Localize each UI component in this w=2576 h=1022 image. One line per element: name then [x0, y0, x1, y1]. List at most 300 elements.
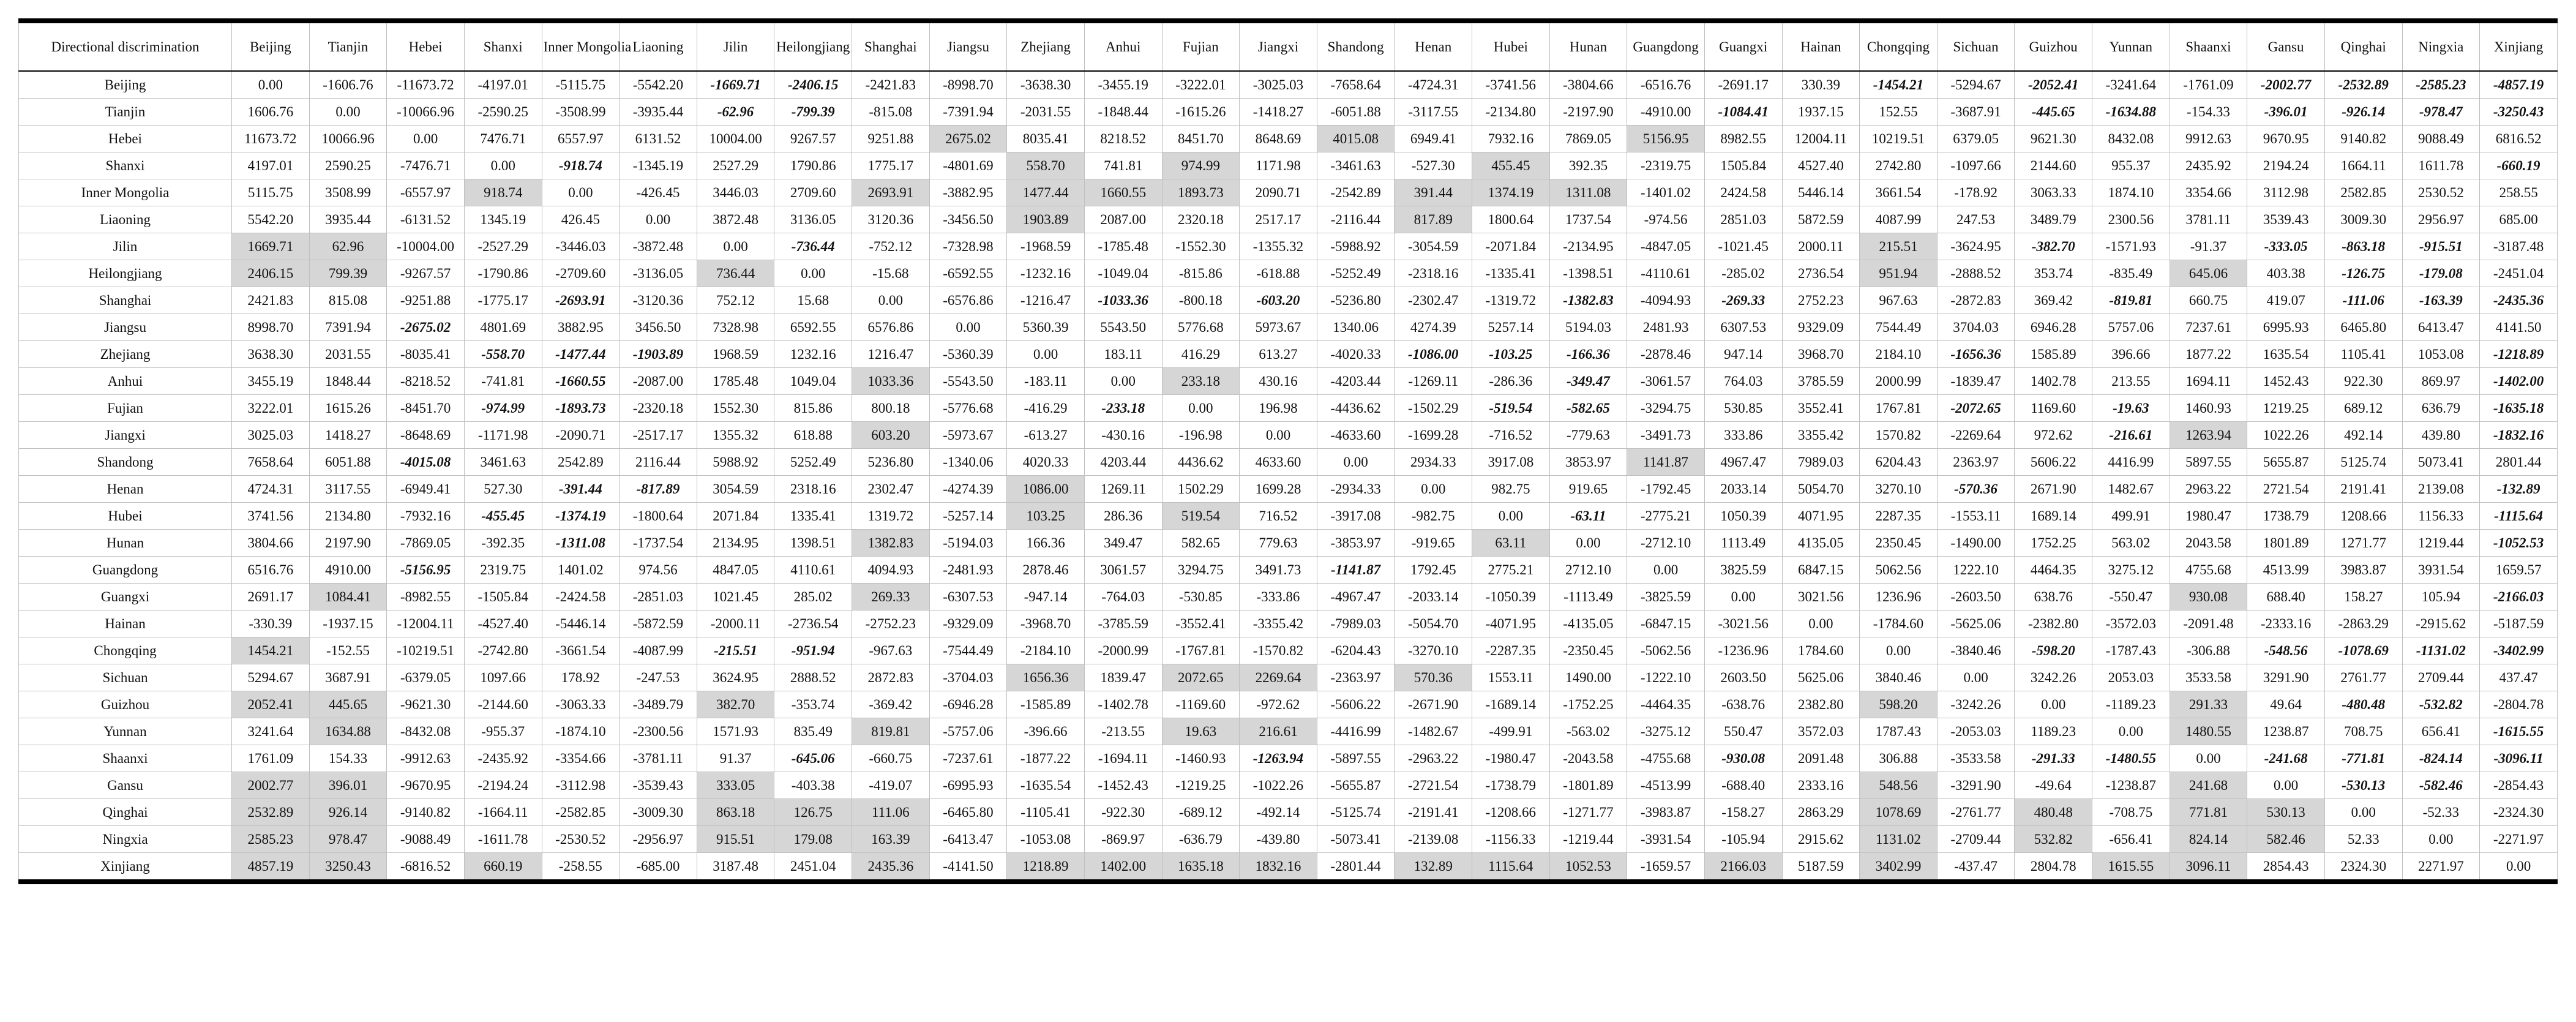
table-cell: 1238.87: [2247, 718, 2325, 745]
table-cell: -6995.93: [929, 772, 1007, 799]
table-cell: 3935.44: [309, 206, 387, 233]
table-cell: -1552.30: [1162, 233, 1240, 260]
table-cell: -4857.19: [2480, 71, 2558, 99]
column-header: Fujian: [1162, 21, 1240, 71]
table-cell: -19.63: [2092, 395, 2170, 422]
table-cell: 863.18: [697, 799, 774, 826]
table-cell: -183.11: [1007, 368, 1085, 395]
table-cell: -1502.29: [1395, 395, 1472, 422]
table-cell: 103.25: [1007, 503, 1085, 530]
table-cell: 4910.00: [309, 557, 387, 584]
table-cell: -8451.70: [387, 395, 465, 422]
table-cell: -1033.36: [1084, 287, 1162, 314]
table-row: [19, 395, 2558, 422]
table-cell: 4527.40: [1782, 152, 1860, 179]
table-cell: -1222.10: [1627, 664, 1705, 691]
table-cell: -3136.05: [620, 260, 697, 287]
table-cell: 3968.70: [1782, 341, 1860, 368]
table-cell: -835.49: [2092, 260, 2170, 287]
table-cell: 1699.28: [1240, 476, 1317, 503]
table-cell: -2000.99: [1084, 637, 1162, 664]
table-cell: 972.62: [2015, 422, 2092, 449]
table-cell: -1238.87: [2092, 772, 2170, 799]
table-cell: -5757.06: [929, 718, 1007, 745]
table-cell: -2721.54: [1395, 772, 1472, 799]
table-cell: 492.14: [2324, 422, 2402, 449]
table-cell: -519.54: [1472, 395, 1550, 422]
table-cell: -4071.95: [1472, 611, 1550, 637]
table-cell: -660.19: [2480, 152, 2558, 179]
table-cell: -1219.25: [1162, 772, 1240, 799]
table-cell: 4087.99: [1860, 206, 1938, 233]
table-cell: 771.81: [2170, 799, 2247, 826]
table-cell: -1460.93: [1162, 745, 1240, 772]
table-cell: -6557.97: [387, 179, 465, 206]
table-cell: -419.07: [852, 772, 930, 799]
table-cell: -1785.48: [1084, 233, 1162, 260]
table-cell: -2709.60: [542, 260, 620, 287]
table-cell: 764.03: [1704, 368, 1782, 395]
table-cell: -1571.93: [2092, 233, 2170, 260]
table-cell: -3491.73: [1627, 422, 1705, 449]
table-row: [19, 799, 2558, 826]
table-cell: -5125.74: [1317, 799, 1395, 826]
table-cell: 2287.35: [1860, 503, 1938, 530]
table-cell: 1767.81: [1860, 395, 1938, 422]
table-cell: 1115.64: [1472, 853, 1550, 882]
table-cell: -2872.83: [1937, 287, 2015, 314]
table-cell: 0.00: [1162, 395, 1240, 422]
table-cell: -1738.79: [1472, 772, 1550, 799]
table-cell: 1219.44: [2402, 530, 2480, 557]
table-cell: 2585.23: [232, 826, 310, 853]
table-cell: -4135.05: [1549, 611, 1627, 637]
table-row: [19, 422, 2558, 449]
table-cell: 2318.16: [774, 476, 852, 503]
table-cell: 4847.05: [697, 557, 774, 584]
table-cell: 11673.72: [232, 126, 310, 152]
table-cell: 1141.87: [1627, 449, 1705, 476]
table-cell: 2675.02: [929, 126, 1007, 152]
table-cell: -930.08: [1704, 745, 1782, 772]
table-cell: 4015.08: [1317, 126, 1395, 152]
row-header: Heilongjiang: [19, 260, 232, 287]
table-cell: 6131.52: [620, 126, 697, 152]
table-cell: 3741.56: [232, 503, 310, 530]
table-cell: -3931.54: [1627, 826, 1705, 853]
table-cell: -392.35: [464, 530, 542, 557]
table-cell: 4110.61: [774, 557, 852, 584]
table-cell: 1761.09: [232, 745, 310, 772]
table-cell: -247.53: [620, 664, 697, 691]
table-cell: 3136.05: [774, 206, 852, 233]
table-cell: -1877.22: [1007, 745, 1085, 772]
row-header: Ningxia: [19, 826, 232, 853]
table-cell: 815.08: [309, 287, 387, 314]
table-cell: 3489.79: [2015, 206, 2092, 233]
table-cell: -2144.60: [464, 691, 542, 718]
table-cell: -2043.58: [1549, 745, 1627, 772]
table-cell: -1086.00: [1395, 341, 1472, 368]
column-header: Ningxia: [2402, 21, 2480, 71]
table-cell: -416.29: [1007, 395, 1085, 422]
table-cell: -2406.15: [774, 71, 852, 99]
table-cell: 10219.51: [1860, 126, 1938, 152]
table-cell: -233.18: [1084, 395, 1162, 422]
table-cell: 2712.10: [1549, 557, 1627, 584]
column-header: Jiangxi: [1240, 21, 1317, 71]
table-cell: 1345.19: [464, 206, 542, 233]
table-cell: 5872.59: [1782, 206, 1860, 233]
table-cell: -548.56: [2247, 637, 2325, 664]
table-cell: 3275.12: [2092, 557, 2170, 584]
table-cell: 291.33: [2170, 691, 2247, 718]
table-cell: -369.42: [852, 691, 930, 718]
table-cell: 638.76: [2015, 584, 2092, 611]
table-cell: 4197.01: [232, 152, 310, 179]
table-cell: 1232.16: [774, 341, 852, 368]
table-cell: -1052.53: [2480, 530, 2558, 557]
table-cell: 4071.95: [1782, 503, 1860, 530]
table-cell: 2000.11: [1782, 233, 1860, 260]
table-cell: 2481.93: [1627, 314, 1705, 341]
table-cell: 3508.99: [309, 179, 387, 206]
table-cell: 5294.67: [232, 664, 310, 691]
table-cell: -926.14: [2324, 99, 2402, 126]
table-cell: -105.94: [1704, 826, 1782, 853]
column-header: Hubei: [1472, 21, 1550, 71]
row-header: Yunnan: [19, 718, 232, 745]
table-cell: -771.81: [2324, 745, 2402, 772]
table-cell: 1052.53: [1549, 853, 1627, 882]
table-cell: -4527.40: [464, 611, 542, 637]
table-cell: -3275.12: [1627, 718, 1705, 745]
table-cell: 2801.44: [2480, 449, 2558, 476]
table-cell: 582.65: [1162, 530, 1240, 557]
table-cell: -716.52: [1472, 422, 1550, 449]
table-cell: 1606.76: [232, 99, 310, 126]
table-cell: -3063.33: [542, 691, 620, 718]
table-cell: 10004.00: [697, 126, 774, 152]
table-cell: 1839.47: [1084, 664, 1162, 691]
table-cell: -1401.02: [1627, 179, 1705, 206]
table-cell: 2527.29: [697, 152, 774, 179]
table-cell: 1340.06: [1317, 314, 1395, 341]
table-cell: -2582.85: [542, 799, 620, 826]
table-cell: -7544.49: [929, 637, 1007, 664]
table-cell: 3355.42: [1782, 422, 1860, 449]
row-header: Jiangxi: [19, 422, 232, 449]
column-header: Qinghai: [2324, 21, 2402, 71]
table-cell: -2956.97: [620, 826, 697, 853]
table-cell: -2435.36: [2480, 287, 2558, 314]
table-cell: 967.63: [1860, 287, 1938, 314]
table-cell: -4141.50: [929, 853, 1007, 882]
table-cell: -7237.61: [929, 745, 1007, 772]
table-cell: -6204.43: [1317, 637, 1395, 664]
table-cell: -736.44: [774, 233, 852, 260]
table-cell: 1482.67: [2092, 476, 2170, 503]
table-cell: -7989.03: [1317, 611, 1395, 637]
table-cell: -4274.39: [929, 476, 1007, 503]
table-cell: -8035.41: [387, 341, 465, 368]
table-cell: 3533.58: [2170, 664, 2247, 691]
table-cell: 9621.30: [2015, 126, 2092, 152]
table-cell: 3222.01: [232, 395, 310, 422]
table-cell: 2532.89: [232, 799, 310, 826]
table-cell: -570.36: [1937, 476, 2015, 503]
table-cell: -1049.04: [1084, 260, 1162, 287]
column-header: Inner Mongolia: [542, 21, 620, 71]
table-cell: -4801.69: [929, 152, 1007, 179]
table-cell: 105.94: [2402, 584, 2480, 611]
table-cell: -166.36: [1549, 341, 1627, 368]
table-cell: 4135.05: [1782, 530, 1860, 557]
table-cell: -5988.92: [1317, 233, 1395, 260]
table-cell: -582.46: [2402, 772, 2480, 799]
table-cell: 2435.36: [852, 853, 930, 882]
table-cell: 613.27: [1240, 341, 1317, 368]
table-cell: 1552.30: [697, 395, 774, 422]
table-cell: 2053.03: [2092, 664, 2170, 691]
table-cell: 0.00: [620, 206, 697, 233]
table-cell: -8648.69: [387, 422, 465, 449]
table-cell: 1785.48: [697, 368, 774, 395]
table-cell: -7869.05: [387, 530, 465, 557]
table-cell: 3009.30: [2324, 206, 2402, 233]
table-cell: 688.40: [2247, 584, 2325, 611]
table-cell: -9267.57: [387, 260, 465, 287]
table-cell: 3872.48: [697, 206, 774, 233]
table-cell: -2775.21: [1627, 503, 1705, 530]
table-cell: -2481.93: [929, 557, 1007, 584]
table-cell: -3061.57: [1627, 368, 1705, 395]
table-cell: 0.00: [1084, 368, 1162, 395]
table-cell: 3572.03: [1782, 718, 1860, 745]
table-cell: -779.63: [1549, 422, 1627, 449]
table-cell: 1490.00: [1549, 664, 1627, 691]
table-cell: -2333.16: [2247, 611, 2325, 637]
table-cell: -480.48: [2324, 691, 2402, 718]
table-cell: -1345.19: [620, 152, 697, 179]
table-cell: 1784.60: [1782, 637, 1860, 664]
column-header: Anhui: [1084, 21, 1162, 71]
table-cell: -3508.99: [542, 99, 620, 126]
table-cell: 1570.82: [1860, 422, 1938, 449]
table-cell: 1480.55: [2170, 718, 2247, 745]
table-cell: -6592.55: [929, 260, 1007, 287]
table-cell: 4513.99: [2247, 557, 2325, 584]
table-cell: 49.64: [2247, 691, 2325, 718]
table-cell: -3539.43: [620, 772, 697, 799]
table-cell: 2406.15: [232, 260, 310, 287]
table-cell: 974.99: [1162, 152, 1240, 179]
table-cell: 2269.64: [1240, 664, 1317, 691]
table-cell: 0.00: [929, 314, 1007, 341]
table-cell: 1454.21: [232, 637, 310, 664]
table-row: [19, 718, 2558, 745]
table-cell: -3270.10: [1395, 637, 1472, 664]
table-cell: 2709.60: [774, 179, 852, 206]
table-cell: -1319.72: [1472, 287, 1550, 314]
table-cell: -638.76: [1704, 691, 1782, 718]
row-header: Jiangsu: [19, 314, 232, 341]
table-cell: 439.80: [2402, 422, 2480, 449]
table-cell: 660.19: [464, 853, 542, 882]
table-cell: -1340.06: [929, 449, 1007, 476]
table-cell: 3781.11: [2170, 206, 2247, 233]
table-cell: -2424.58: [542, 584, 620, 611]
table-cell: 741.81: [1084, 152, 1162, 179]
table-cell: 3242.26: [2015, 664, 2092, 691]
table-cell: 951.94: [1860, 260, 1938, 287]
table-cell: -4015.08: [387, 449, 465, 476]
table-cell: 353.74: [2015, 260, 2092, 287]
table-cell: 4464.35: [2015, 557, 2092, 584]
table-cell: 2671.90: [2015, 476, 2092, 503]
table-cell: 1832.16: [1240, 853, 1317, 882]
table-cell: -5236.80: [1317, 287, 1395, 314]
column-header: Jilin: [697, 21, 774, 71]
table-cell: 2194.24: [2247, 152, 2325, 179]
table-cell: 3461.63: [464, 449, 542, 476]
table-cell: -1480.55: [2092, 745, 2170, 772]
table-cell: 4967.47: [1704, 449, 1782, 476]
table-cell: -3489.79: [620, 691, 697, 718]
table-cell: 1656.36: [1007, 664, 1085, 691]
table-cell: 3917.08: [1472, 449, 1550, 476]
table-cell: -7658.64: [1317, 71, 1395, 99]
table-cell: 2139.08: [2402, 476, 2480, 503]
table-cell: 1611.78: [2402, 152, 2480, 179]
table-cell: -6307.53: [929, 584, 1007, 611]
table-cell: -1694.11: [1084, 745, 1162, 772]
table-cell: -3882.95: [929, 179, 1007, 206]
table-cell: -353.74: [774, 691, 852, 718]
table-cell: 2333.16: [1782, 772, 1860, 799]
table-cell: 922.30: [2324, 368, 2402, 395]
table-cell: 2854.43: [2247, 853, 2325, 882]
table-cell: 0.00: [1472, 503, 1550, 530]
column-header: Hebei: [387, 21, 465, 71]
column-header: Liaoning: [620, 21, 697, 71]
table-cell: 4416.99: [2092, 449, 2170, 476]
table-cell: -2000.11: [697, 611, 774, 637]
table-cell: 154.33: [309, 745, 387, 772]
table-cell: 2956.97: [2402, 206, 2480, 233]
table-cell: 5360.39: [1007, 314, 1085, 341]
table-cell: 1660.55: [1084, 179, 1162, 206]
table-cell: -2517.17: [620, 422, 697, 449]
table-cell: 1937.15: [1782, 99, 1860, 126]
table-cell: -613.27: [1007, 422, 1085, 449]
table-cell: -2090.71: [542, 422, 620, 449]
table-cell: 333.05: [697, 772, 774, 799]
table-cell: -4094.93: [1627, 287, 1705, 314]
table-cell: -178.92: [1937, 179, 2015, 206]
table-cell: -5073.41: [1317, 826, 1395, 853]
table-cell: -132.89: [2480, 476, 2558, 503]
table-cell: 2721.54: [2247, 476, 2325, 503]
table-cell: -2801.44: [1317, 853, 1395, 882]
table-cell: -2435.92: [464, 745, 542, 772]
table-cell: -62.96: [697, 99, 774, 126]
table-cell: 6204.43: [1860, 449, 1938, 476]
table-cell: 1877.22: [2170, 341, 2247, 368]
table-cell: -2878.46: [1627, 341, 1705, 368]
table-row: [19, 152, 2558, 179]
table-row: [19, 772, 2558, 799]
table-cell: 0.00: [1007, 341, 1085, 368]
table-cell: 582.46: [2247, 826, 2325, 853]
table-cell: -8998.70: [929, 71, 1007, 99]
table-cell: -439.80: [1240, 826, 1317, 853]
table-cell: -3456.50: [929, 206, 1007, 233]
row-header: Chongqing: [19, 637, 232, 664]
table-cell: 3241.64: [232, 718, 310, 745]
table-cell: 1021.45: [697, 584, 774, 611]
table-cell: 1553.11: [1472, 664, 1550, 691]
table-cell: 0.00: [1395, 476, 1472, 503]
table-cell: -1611.78: [464, 826, 542, 853]
table-cell: -9621.30: [387, 691, 465, 718]
table-cell: 0.00: [2092, 718, 2170, 745]
table-cell: 3552.41: [1782, 395, 1860, 422]
table-cell: -5446.14: [542, 611, 620, 637]
table-cell: -1156.33: [1472, 826, 1550, 853]
table-cell: 179.08: [774, 826, 852, 853]
table-cell: -922.30: [1084, 799, 1162, 826]
table-cell: 2451.04: [774, 853, 852, 882]
table-cell: -708.75: [2092, 799, 2170, 826]
table-cell: 2691.17: [232, 584, 310, 611]
table-cell: 152.55: [1860, 99, 1938, 126]
table-cell: 2752.23: [1782, 287, 1860, 314]
table-row: [19, 637, 2558, 664]
table-cell: 4203.44: [1084, 449, 1162, 476]
table-cell: 2736.54: [1782, 260, 1860, 287]
table-cell: 258.55: [2480, 179, 2558, 206]
table-cell: 3638.30: [232, 341, 310, 368]
table-cell: -216.61: [2092, 422, 2170, 449]
table-cell: 0.00: [2247, 772, 2325, 799]
table-cell: 2963.22: [2170, 476, 2247, 503]
table-cell: 2517.17: [1240, 206, 1317, 233]
table-cell: -3704.03: [929, 664, 1007, 691]
table-cell: 1222.10: [1937, 557, 2015, 584]
column-header: Guizhou: [2015, 21, 2092, 71]
table-cell: 2582.85: [2324, 179, 2402, 206]
column-header: Zhejiang: [1007, 21, 1085, 71]
table-cell: 285.02: [774, 584, 852, 611]
table-cell: -2761.77: [1937, 799, 2015, 826]
table-cell: -2319.75: [1627, 152, 1705, 179]
table-cell: 7328.98: [697, 314, 774, 341]
table-cell: 2590.25: [309, 152, 387, 179]
table-cell: 1418.27: [309, 422, 387, 449]
table-cell: -111.06: [2324, 287, 2402, 314]
table-cell: 1800.64: [1472, 206, 1550, 233]
table-cell: 779.63: [1240, 530, 1317, 557]
table-cell: 978.47: [309, 826, 387, 853]
table-cell: 6949.41: [1395, 126, 1472, 152]
table-cell: -3785.59: [1084, 611, 1162, 637]
table-cell: 800.18: [852, 395, 930, 422]
table-cell: -1570.82: [1240, 637, 1317, 664]
table-cell: -2709.44: [1937, 826, 2015, 853]
table-cell: -2590.25: [464, 99, 542, 126]
table-cell: 3270.10: [1860, 476, 1938, 503]
